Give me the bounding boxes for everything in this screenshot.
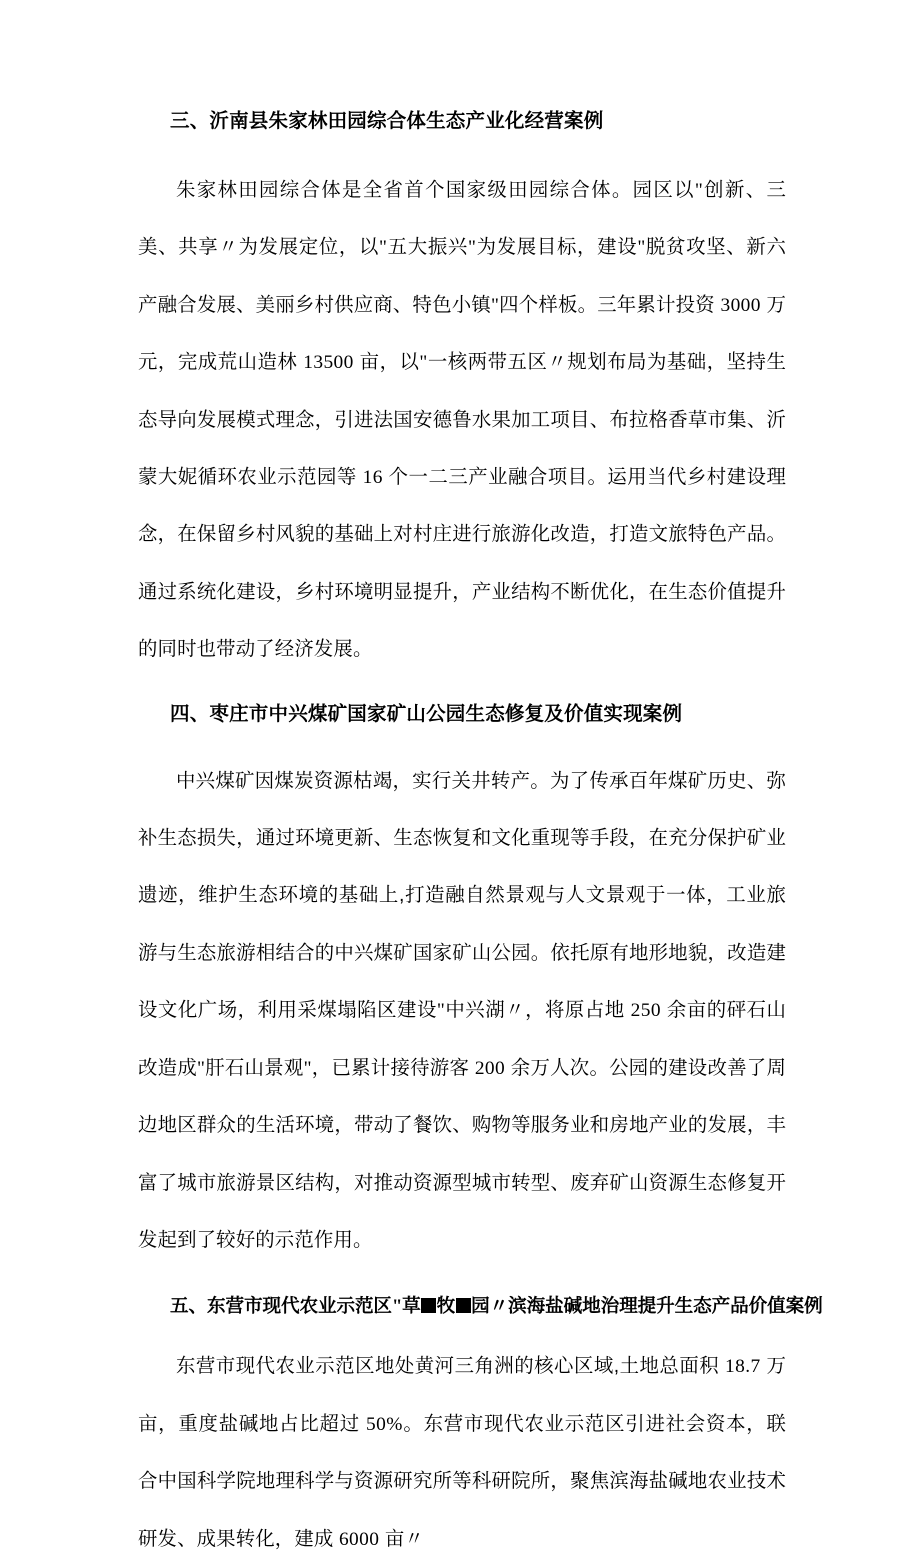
quote-mark: " bbox=[303, 1057, 312, 1079]
quote-mark: " bbox=[379, 237, 388, 259]
quote-mark: " bbox=[391, 1296, 403, 1318]
section-paragraph-three: 朱家林田园综合体是全省首个国家级田园综合体。园区以"创新、三美、共享〃为发展定位，以"五大振兴"为发展目标，建设"脱贫攻坚、新六产融合发展、美丽乡村供应商、特色小镇"四个样板。三年累计投资 3000 万元，完成荒山造林 13500 亩，以"一核两带五区〃规划布局为基础，坚持生态导向发展模式理念，引进法国安德鲁水果加工项目、布拉格香草市集、沂蒙大妮循环农业示范园等 16 个一二三产业融合项目。运用当代乡村建设理念，在保留乡村风貌的基础上对村庄进行旅游化改造，打造文旅特色产品。通过系统化建设，乡村环境明显提升，产业结构不断优化，在生态价值提升的同时也带动了经济发展。 bbox=[138, 179, 787, 661]
quote-mark: " bbox=[468, 237, 477, 259]
numeric-value: 250 bbox=[630, 1000, 661, 1022]
quote-mark: 〃 bbox=[505, 1000, 526, 1022]
section-heading-five-part-2: 牧 bbox=[436, 1295, 456, 1317]
section-heading-five-part-3: 园〃滨海盐碱地治理提升生态产品价值案例 bbox=[471, 1295, 823, 1318]
quote-mark: " bbox=[436, 1000, 445, 1022]
numeric-value: 18.7 bbox=[725, 1356, 761, 1378]
spacer bbox=[138, 1269, 786, 1289]
spacer bbox=[138, 731, 786, 753]
numeric-value: 200 bbox=[474, 1057, 506, 1079]
spacer bbox=[138, 679, 786, 697]
quote-mark: 〃 bbox=[404, 1528, 424, 1550]
section-heading-five bbox=[138, 1289, 823, 1324]
section-paragraph-five: 东营市现代农业示范区地处黄河三角洲的核心区域,土地总面积 18.7 万亩，重度盐碱地占比超过 50%。东营市现代农业示范区引进社会资本，联合中国科学院地理科学与资源研究所等科研院所，聚焦滨海盐碱地农业技术研发、成果转化，建成 6000 亩〃 bbox=[138, 1355, 787, 1550]
spacer bbox=[138, 138, 786, 162]
quote-mark: " bbox=[197, 1057, 206, 1079]
numeric-value: 3000 bbox=[720, 294, 761, 316]
quote-mark: " bbox=[637, 237, 646, 259]
section-heading-five-part-1: 五、东营市现代农业示范区"草 bbox=[170, 1295, 421, 1318]
spacer bbox=[138, 1324, 786, 1338]
numeric-value: 13500 bbox=[303, 352, 354, 374]
quote-mark: " bbox=[419, 352, 428, 374]
section-heading-three: 三、沂南县朱家林田园综合体生态产业化经营案例 bbox=[170, 110, 604, 132]
numeric-value: 6000 bbox=[338, 1528, 380, 1550]
quote-mark: " bbox=[491, 294, 500, 316]
quote-mark: 〃 bbox=[547, 352, 568, 374]
section-heading-four: 四、枣庄市中兴煤矿国家矿山公园生态修复及价值实现案例 bbox=[170, 702, 683, 725]
document-content bbox=[138, 104, 823, 1568]
quote-mark: 〃 bbox=[489, 1296, 509, 1318]
numeric-value: 50% bbox=[366, 1413, 403, 1435]
section-paragraph-four: 中兴煤矿因煤炭资源枯竭，实行关井转产。为了传承百年煤矿历史、弥补生态损失，通过环境更新、生态恢复和文化重现等手段，在充分保护矿业遗迹，维护生态环境的基础上,打造融自然景观与人文景观于一体，工业旅游与生态旅游相结合的中兴煤矿国家矿山公园。依托原有地形地貌，改造建设文化广场，利用采煤塌陷区建设"中兴湖〃，将原占地 250 余亩的砰石山改造成"肝石山景观"，已累计接待游客 200 余万人次。公园的建设改善了周边地区群众的生活环境，带动了餐饮、购物等服务业和房地产业的发展，丰富了城市旅游景区结构，对推动资源型城市转型、废弃矿山资源生态修复开发起到了较好的示范作用。 bbox=[138, 769, 787, 1251]
quote-mark: 〃 bbox=[218, 237, 239, 259]
numeric-value: 16 bbox=[362, 467, 383, 489]
quote-mark: " bbox=[694, 180, 703, 201]
